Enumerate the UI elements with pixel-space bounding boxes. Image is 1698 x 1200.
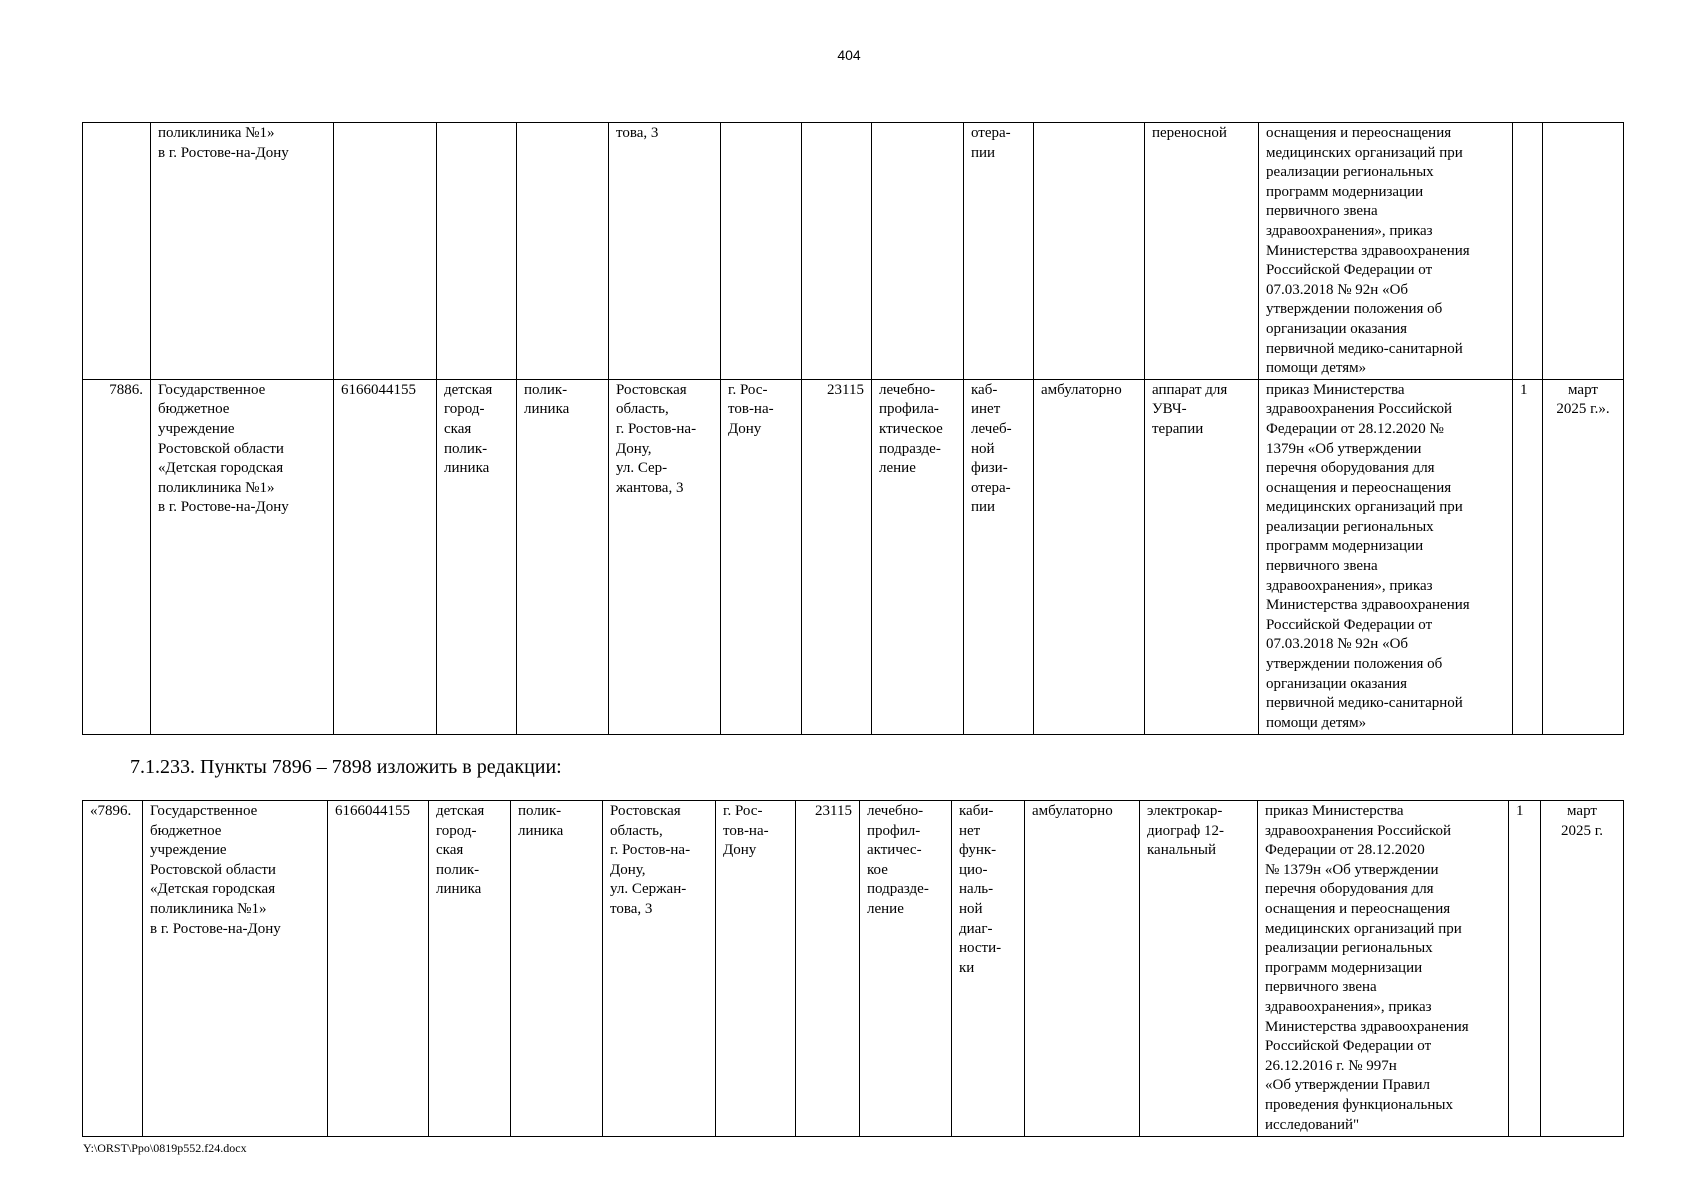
- table-row-continuation: [83, 123, 1624, 380]
- cell-equipment: переносной: [1145, 123, 1259, 380]
- cell-number: «7896.: [83, 801, 143, 1137]
- cell-basis: приказ Министерства здравоохранения Российской Федерации от 28.12.2020 № 1379н «Об утверждении перечня оборудования для оснащения и переоснащения медицинских организаций при реализации региональных программ модернизации первичного звена здравоохранения», приказ Министерства здравоохранения Российской Федерации от 26.12.2016 г. № 997н «Об утверждении Правил проведения функциональных исследований": [1258, 801, 1509, 1137]
- cell-type: детская город- ская полик- линика: [429, 801, 511, 1137]
- cell-date: [1543, 123, 1624, 380]
- table-row-7886: [83, 379, 1624, 734]
- cell-equipment: аппарат для УВЧ- терапии: [1145, 379, 1259, 734]
- cell-inn: [334, 123, 437, 380]
- cell-unit: полик- линика: [511, 801, 603, 1137]
- cell-equipment: электрокар- диограф 12- канальный: [1140, 801, 1258, 1137]
- cell-unit: [517, 123, 609, 380]
- equipment-table-new: [82, 800, 1624, 1137]
- equipment-table-continued: [82, 122, 1624, 735]
- cell-division: лечебно- профил- актичес- кое подразде- ление: [860, 801, 952, 1137]
- cell-address: това, 3: [609, 123, 721, 380]
- cell-unit: полик- линика: [517, 379, 609, 734]
- page-number: 404: [837, 47, 861, 63]
- cell-date: март 2025 г.».: [1543, 379, 1624, 734]
- cell-city: [721, 123, 802, 380]
- cell-number: 7886.: [83, 379, 151, 734]
- cell-cabinet: каби- нет функ- цио- наль- ной диаг- ности- ки: [952, 801, 1025, 1137]
- cell-date: март 2025 г.: [1541, 801, 1624, 1137]
- cell-code: [802, 123, 872, 380]
- cell-inn: 6166044155: [334, 379, 437, 734]
- cell-conditions: амбулаторно: [1034, 379, 1145, 734]
- cell-type: детская город- ская полик- линика: [437, 379, 517, 734]
- cell-code: 23115: [802, 379, 872, 734]
- cell-basis: приказ Министерства здравоохранения Российской Федерации от 28.12.2020 № 1379н «Об утверждении перечня оборудования для оснащения и переоснащения медицинских организаций при реализации региональных программ модернизации первичного звена здравоохранения», приказ Министерства здравоохранения Российской Федерации от 07.03.2018 № 92н «Об утверждении положения об организации оказания первичной медико-санитарной помощи детям»: [1259, 379, 1513, 734]
- cell-code: 23115: [796, 801, 860, 1137]
- cell-quantity: [1513, 123, 1543, 380]
- cell-conditions: амбулаторно: [1025, 801, 1140, 1137]
- cell-division: лечебно- профила- ктическое подразде- ление: [872, 379, 964, 734]
- cell-city: г. Рос- тов-на- Дону: [721, 379, 802, 734]
- cell-type: [437, 123, 517, 380]
- table-row-7896: [83, 801, 1624, 1137]
- cell-division: [872, 123, 964, 380]
- section-heading: 7.1.233. Пункты 7896 – 7898 изложить в редакции:: [130, 756, 562, 778]
- cell-quantity: 1: [1513, 379, 1543, 734]
- footer-file-path: Y:\ORST\Ppo\0819p552.f24.docx: [83, 1141, 247, 1155]
- cell-organization: Государственное бюджетное учреждение Ростовской области «Детская городская поликлиника №1» в г. Ростове-на-Дону: [143, 801, 328, 1137]
- cell-address: Ростовская область, г. Ростов-на- Дону, ул. Сержан- това, 3: [603, 801, 716, 1137]
- cell-organization: поликлиника №1» в г. Ростове-на-Дону: [151, 123, 334, 380]
- cell-basis: оснащения и переоснащения медицинских организаций при реализации региональных программ модернизации первичного звена здравоохранения», приказ Министерства здравоохранения Российской Федерации от 07.03.2018 № 92н «Об утверждении положения об организации оказания первичной медико-санитарной помощи детям»: [1259, 123, 1513, 380]
- cell-number: [83, 123, 151, 380]
- cell-address: Ростовская область, г. Ростов-на- Дону, ул. Сер- жантова, 3: [609, 379, 721, 734]
- cell-cabinet: отера- пии: [964, 123, 1034, 380]
- cell-conditions: [1034, 123, 1145, 380]
- cell-inn: 6166044155: [328, 801, 429, 1137]
- cell-cabinet: каб- инет лечеб- ной физи- отера- пии: [964, 379, 1034, 734]
- cell-quantity: 1: [1509, 801, 1541, 1137]
- cell-city: г. Рос- тов-на- Дону: [716, 801, 796, 1137]
- cell-organization: Государственное бюджетное учреждение Ростовской области «Детская городская поликлиника №1» в г. Ростове-на-Дону: [151, 379, 334, 734]
